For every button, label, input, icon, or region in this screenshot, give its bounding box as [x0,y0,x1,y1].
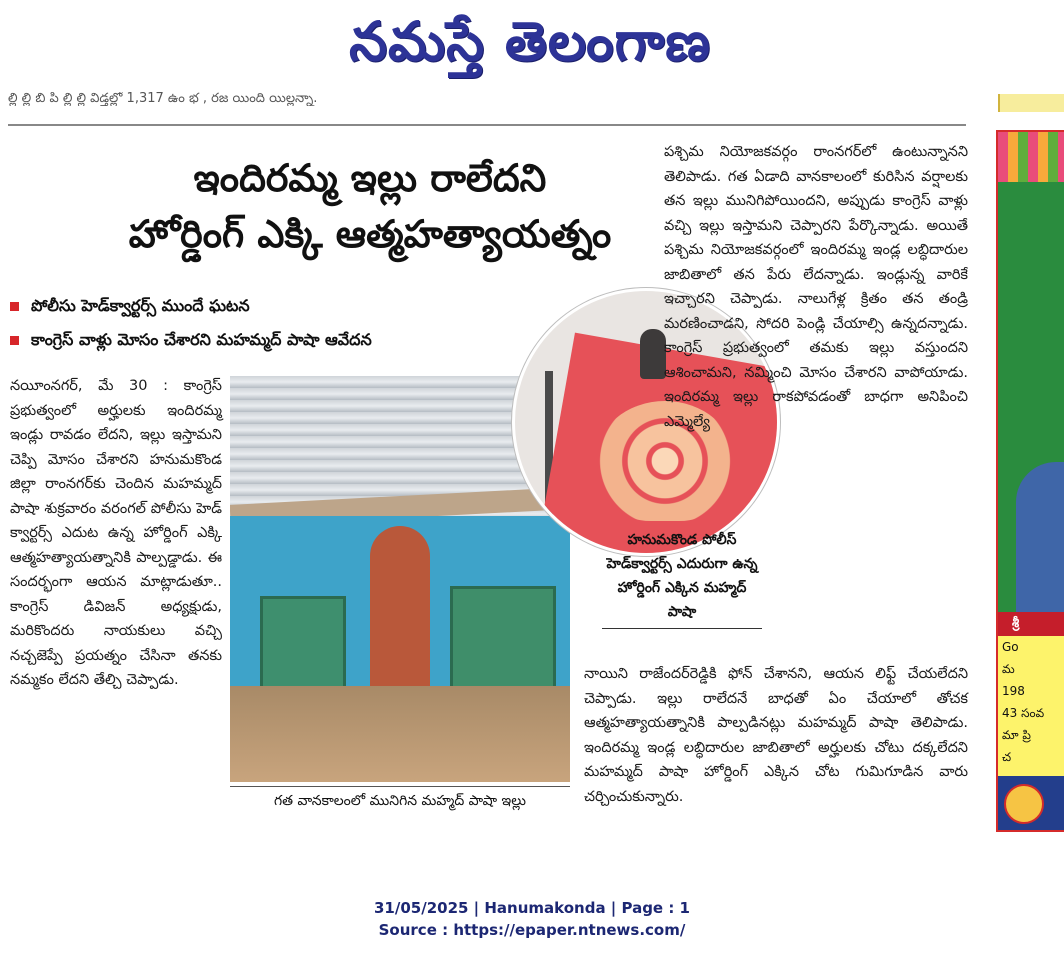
flooded-house-caption: గత వానకాలంలో మునిగిన మహ్మద్ పాషా ఇల్లు [230,786,570,813]
subhead-2 [10,330,372,350]
headline-line-2: హోర్డింగ్ ఎక్కి ఆత్మహత్యాయత్నం [128,212,612,256]
hoarding-photo-caption: హనుమకొండ పోలీస్ హెడ్‌క్వార్టర్స్ ఎదురుగా ఉన్న హోర్డింగ్ ఎక్కిన మహ్మద్ పాషా [602,528,762,629]
ad-person-image [1016,462,1064,612]
article-body-left-column: నయీంనగర్, మే 30 : కాంగ్రెస్ ప్రభుత్వంలో అర్హులకు ఇందిరమ్మ ఇండ్లు రావడం లేదని, ఇల్లు ఇస్తామని చెప్పి మోసం చేశారని హనుమకొండ జిల్లా రాంనగర్‌కు చెందిన మహమ్మద్ పాషా శుక్రవారం వరంగల్ పోలీసు హెడ్ క్వార్టర్స్ ఎదుట ఉన్న హోర్డింగ్ ఎక్కి ఆత్మహత్యాయత్నానికి పాల్పడ్డాడు. ఈ సందర్భంగా ఆయన మాట్లాడుతూ.. కాంగ్రెస్ డివిజన్ అధ్యక్షుడు, మరికొందరు నాయకులు వచ్చి నచ్చజెప్పే ప్రయత్నం చేసినా తనకు నమ్మకం లేదని తేల్చి చెప్పాడు. [10,378,222,688]
subhead-1-text: పోలీసు హెడ్‌క్వార్టర్స్ ముందే ఘటన [31,296,250,315]
article-body-right-column: పశ్చిమ నియోజకవర్గం రాంనగర్‌లో ఉంటున్నానని తెలిపాడు. గత ఏడాది వానకాలంలో కురిసిన వర్షాలకు తన ఇల్లు మునిగిపోయిందని, అప్పుడు కాంగ్రెస్ వాళ్లు వచ్చి ఇల్లు ఇస్తామని చెప్పారని పేర్కొన్నాడు. అయితే పశ్చిమ నియోజకవర్గంలో ఇందిరమ్మ ఇండ్ల లబ్ధిదారుల జాబితాలో తన పేరు లేదన్నాడు. ఇండ్లున్న వారికే ఇచ్చారని చెప్పాడు. నాలుగేళ్ల క్రితం తన తండ్రి మరణించాడని, సోదరి పెండ్లి చేయాల్సి ఉన్నదన్నాడు. కాంగ్రెస్ ప్రభుత్వంలో తమకు ఇల్లు వస్తుందని ఆశించామని, నమ్మించి మోసం చేశారని వాపోయాడు. ఇందిరమ్మ ఇల్లు రాకపోవడంతో బాధగా అనిపించి ఎమ్మెల్యే [664,144,968,430]
article-body-bottom-column: నాయిని రాజేందర్‌రెడ్డికి ఫోన్ చేశానని, ఆయన లిఫ్ట్ చేయలేదని చెప్పాడు. ఇల్లు రాలేదనే బాధతో ఏం చేయాలో తోచక ఆత్మహత్యాయత్నానికి పాల్పడినట్లు మహమ్మద్ పాషా తెలిపాడు. ఇందిరమ్మ ఇండ్ల లబ్ధిదారుల జాబితాలో అర్హులకు చోటు దక్కలేదని మహమ్మద్ పాషా హోర్డింగ్ ఎక్కిన చోట గుమిగూడిన వారు చర్చించుకున్నారు. [584,666,968,805]
ad-text-block: Go మ 198 43 సంవ మా ప్రి చ [998,636,1064,776]
footer-date-edition: 31/05/2025 | Hanumakonda | Page : 1 [373,899,690,917]
advertisement [996,130,1064,832]
ad-seal-logo [1004,784,1044,824]
headline-line-1: ఇందిరమ్మ ఇల్లు రాలేదని [193,156,547,200]
adjacent-ad-top [998,94,1064,112]
subhead-2-text: కాంగ్రెస్ వాళ్లు మోసం చేశారని మహమ్మద్ పాషా ఆవేదన [31,330,372,349]
subhead-1 [10,296,250,316]
bullet-icon [10,302,19,311]
divider-rule [8,124,966,126]
cut-off-text-strip: ల్లి ల్లి బి పి ల్లి ల్లి విడ్తల్లో 1,317 ఉం భ , రజ యింది యిల్లన్నా. [8,92,318,106]
newspaper-title: నమస్తే తెలంగాణ [349,10,711,73]
footer-source-link[interactable]: Source : https://epaper.ntnews.com/ [378,921,686,939]
bullet-icon [10,336,19,345]
ad-banner: శ్రీ [998,612,1064,636]
masthead [0,0,1064,96]
article-headline [60,150,680,262]
